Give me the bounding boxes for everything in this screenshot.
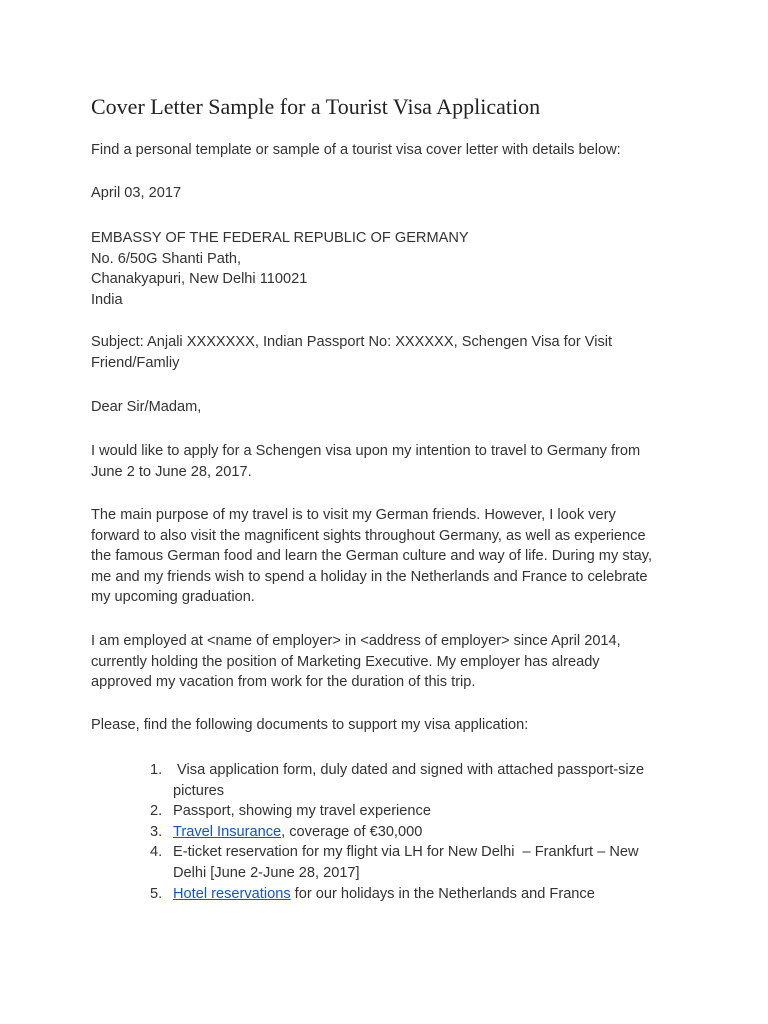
address-line: Chanakyapuri, New Delhi 110021 <box>91 271 308 288</box>
document-title: Cover Letter Sample for a Tourist Visa Application <box>91 94 541 119</box>
travel-insurance-link[interactable]: Travel Insurance <box>173 823 282 840</box>
list-item <box>150 842 680 883</box>
embassy-address <box>91 228 681 310</box>
list-item-rest: , coverage of €30,000 <box>281 823 423 840</box>
subject-text: Friend/Famliy <box>91 354 180 371</box>
list-item-text: E-ticket reservation for my flight via LH for New Delhi – Frankfurt – New <box>173 844 639 861</box>
salutation: Dear Sir/Madam, <box>91 399 202 415</box>
list-item <box>150 884 680 905</box>
paragraph-line: my upcoming graduation. <box>91 589 255 606</box>
list-item-rest: for our holidays in the Netherlands and France <box>290 885 595 902</box>
list-number: 4. <box>150 844 163 861</box>
list-item-text <box>173 822 680 843</box>
paragraph-line: June 2 to June 28, 2017. <box>91 463 252 480</box>
paragraph-line: the famous German food and learn the German culture and way of life. During my stay, <box>91 548 653 565</box>
list-item <box>150 760 680 801</box>
documents-intro: Please, find the following documents to support my visa application: <box>91 717 529 733</box>
list-number: 1. <box>150 762 163 778</box>
hotel-reservations-link[interactable]: Hotel reservations <box>173 885 291 902</box>
list-item <box>150 822 680 843</box>
address-line: No. 6/50G Shanti Path, <box>91 250 242 267</box>
list-item-text: Visa application form, duly dated and signed with attached passport-size <box>173 762 645 778</box>
intro-text: Find a personal template or sample of a tourist visa cover letter with details below: <box>91 142 621 158</box>
address-line: EMBASSY OF THE FEDERAL REPUBLIC OF GERMANY <box>91 230 469 246</box>
subject-line <box>91 332 681 373</box>
paragraph-line: forward to also visit the magnificent sights throughout Germany, as well as experience <box>91 527 646 544</box>
paragraph-employment <box>91 631 681 693</box>
list-number: 5. <box>150 885 163 902</box>
letter-date: April 03, 2017 <box>91 185 182 201</box>
subject-text: Subject: Anjali XXXXXXX, Indian Passport No: XXXXXX, Schengen Visa for Visit <box>91 334 613 350</box>
list-item-text: pictures <box>173 782 225 799</box>
paragraph-line: I am employed at <name of employer> in <address of employer> since April 2014, <box>91 633 621 649</box>
paragraph-line: The main purpose of my travel is to visit my German friends. However, I look very <box>91 507 616 523</box>
paragraph-purpose <box>91 505 681 608</box>
list-number: 3. <box>150 823 163 840</box>
list-item-text <box>173 884 680 905</box>
paragraph-line: I would like to apply for a Schengen visa upon my intention to travel to Germany from <box>91 443 641 459</box>
documents-list <box>150 760 680 904</box>
list-item-text: Delhi [June 2-June 28, 2017] <box>173 864 360 881</box>
list-item <box>150 801 680 822</box>
address-line: India <box>91 291 123 308</box>
paragraph-travel-dates <box>91 441 681 482</box>
paragraph-line: approved my vacation from work for the duration of this trip. <box>91 674 476 691</box>
list-number: 2. <box>150 803 163 820</box>
list-item-text: Passport, showing my travel experience <box>173 803 431 820</box>
paragraph-line: currently holding the position of Marketing Executive. My employer has already <box>91 653 600 670</box>
paragraph-line: me and my friends wish to spend a holiday in the Netherlands and France to celebrate <box>91 568 648 585</box>
